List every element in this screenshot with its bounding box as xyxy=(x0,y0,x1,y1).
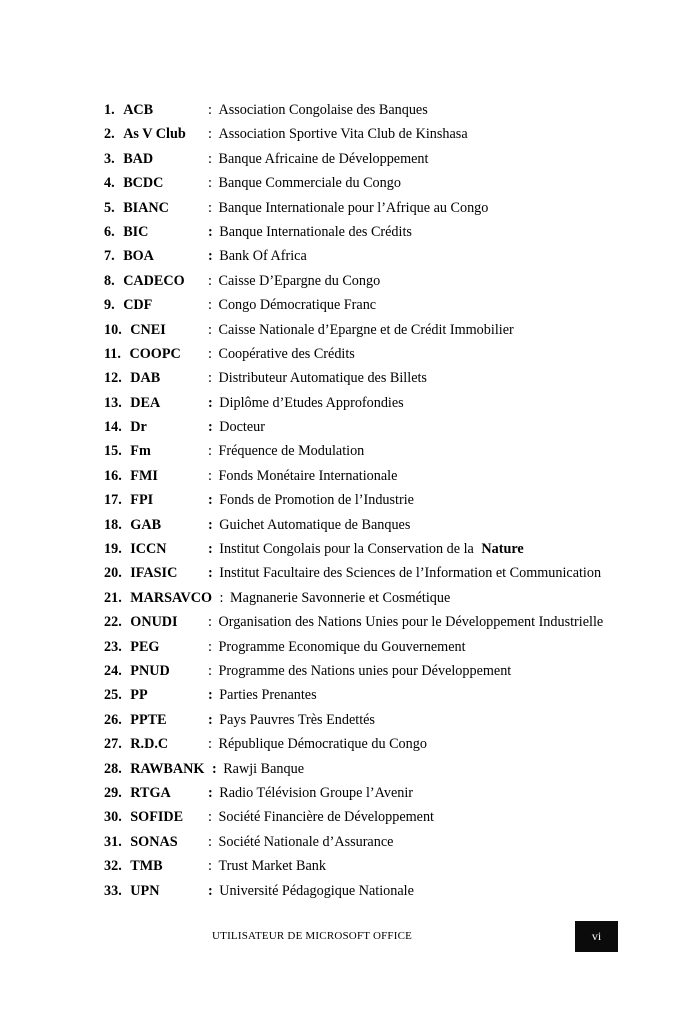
entry-definition: Fréquence de Modulation xyxy=(218,443,365,460)
entry-colon: : xyxy=(208,638,212,655)
entry-number: 2. xyxy=(104,126,115,143)
entry-number: 31. xyxy=(104,833,122,850)
abbreviation-entry xyxy=(104,342,624,366)
entry-number: 32. xyxy=(104,858,122,875)
page-number-badge: vi xyxy=(575,921,618,952)
entry-abbreviation: FMI xyxy=(130,467,158,484)
entry-colon: : xyxy=(208,419,213,436)
entry-definition-group xyxy=(208,854,326,878)
abbreviation-entry xyxy=(104,879,624,903)
entry-definition: Programme Economique du Gouvernement xyxy=(218,638,466,655)
entry-colon: : xyxy=(208,443,212,460)
entry-number: 23. xyxy=(104,638,122,655)
abbreviation-entry xyxy=(104,537,624,561)
entry-abbreviation: RAWBANK xyxy=(130,760,205,777)
entry-definition: Diplôme d’Etudes Approfondies xyxy=(219,394,404,411)
entry-number: 19. xyxy=(104,541,122,558)
entry-definition-group xyxy=(208,683,317,707)
entry-abbreviation: Fm xyxy=(130,443,151,460)
entry-definition-group xyxy=(208,561,601,585)
entry-colon: : xyxy=(208,102,212,118)
entry-colon: : xyxy=(208,858,212,875)
entry-abbreviation: ONUDI xyxy=(130,614,178,631)
entry-colon: : xyxy=(208,248,213,265)
entry-colon: : xyxy=(208,297,212,314)
entry-definition-group xyxy=(208,342,355,366)
entry-definition: Banque Internationale des Crédits xyxy=(219,223,412,240)
entry-definition-group xyxy=(208,244,307,268)
entry-definition: Guichet Automatique de Banques xyxy=(219,516,411,533)
entry-colon: : xyxy=(208,711,213,728)
entry-colon: : xyxy=(208,175,212,192)
abbreviation-entry xyxy=(104,366,624,390)
entry-definition-group xyxy=(208,781,413,805)
entry-number: 26. xyxy=(104,711,122,728)
entry-definition-group xyxy=(208,513,410,537)
entry-colon: : xyxy=(208,809,212,826)
entry-definition: Société Financière de Développement xyxy=(218,809,434,826)
entry-definition-group xyxy=(208,610,603,634)
entry-number: 16. xyxy=(104,467,122,484)
entry-colon: : xyxy=(208,370,212,387)
entry-definition: Banque Commerciale du Congo xyxy=(218,175,401,192)
entry-colon: : xyxy=(208,662,212,679)
entry-number: 5. xyxy=(104,199,115,216)
abbreviation-entry xyxy=(104,220,624,244)
entry-abbreviation: CDF xyxy=(123,297,153,314)
abbreviation-entry xyxy=(104,269,624,293)
entry-number: 18. xyxy=(104,516,122,533)
entry-definition: Banque Africaine de Développement xyxy=(218,150,429,167)
entry-definition-group xyxy=(208,122,468,146)
abbreviation-entry xyxy=(104,318,624,342)
entry-number: 17. xyxy=(104,492,122,509)
abbreviation-entry xyxy=(104,293,624,317)
entry-definition: Distributeur Automatique des Billets xyxy=(218,370,427,387)
entry-definition-group xyxy=(208,293,376,317)
entry-abbreviation: Dr xyxy=(130,419,147,436)
entry-abbreviation: CNEI xyxy=(130,321,166,338)
abbreviation-entry xyxy=(104,610,624,634)
entry-number: 20. xyxy=(104,565,122,582)
entry-definition-group xyxy=(208,366,427,390)
entry-number: 7. xyxy=(104,248,115,265)
abbreviation-entry xyxy=(104,830,624,854)
abbreviation-entry xyxy=(104,122,624,146)
entry-definition: Docteur xyxy=(219,419,265,436)
entry-abbreviation: UPN xyxy=(130,882,160,899)
entry-definition-group xyxy=(208,98,428,122)
abbreviation-entry xyxy=(104,513,624,537)
entry-definition: Bank Of Africa xyxy=(219,248,307,265)
entry-number: 1. xyxy=(104,102,115,118)
abbreviation-entry xyxy=(104,732,624,756)
abbreviation-entry xyxy=(104,683,624,707)
entry-colon: : xyxy=(208,614,212,631)
entry-abbreviation: BAD xyxy=(123,150,154,167)
entry-definition: Fonds de Promotion de l’Industrie xyxy=(219,492,414,509)
entry-abbreviation: PEG xyxy=(130,638,160,655)
entry-number: 12. xyxy=(104,370,122,387)
entry-abbreviation: MARSAVCO xyxy=(130,589,212,606)
entry-definition: Rawji Banque xyxy=(223,760,304,777)
entry-abbreviation: BOA xyxy=(123,248,154,265)
entry-definition: Trust Market Bank xyxy=(218,858,326,875)
abbreviation-entry xyxy=(104,439,624,463)
abbreviation-entry xyxy=(104,171,624,195)
entry-definition: Pays Pauvres Très Endettés xyxy=(219,711,375,728)
abbreviation-entry xyxy=(104,244,624,268)
entry-abbreviation: ACB xyxy=(123,102,154,118)
entry-number: 28. xyxy=(104,760,122,777)
entry-definition: Parties Prenantes xyxy=(219,687,317,704)
entry-number: 9. xyxy=(104,297,115,314)
abbreviation-entry xyxy=(104,586,624,610)
entry-definition-group xyxy=(208,415,265,439)
entry-definition: Organisation des Nations Unies pour le Développement Industrielle xyxy=(218,614,604,631)
entry-number: 14. xyxy=(104,419,122,436)
entry-number: 21. xyxy=(104,589,122,606)
entry-abbreviation: RTGA xyxy=(130,784,171,801)
entry-colon: : xyxy=(208,833,212,850)
entry-definition-group xyxy=(208,464,397,488)
entry-definition-group xyxy=(208,439,364,463)
entry-number: 3. xyxy=(104,150,115,167)
entry-number: 25. xyxy=(104,687,122,704)
abbreviation-entry xyxy=(104,196,624,220)
entry-definition: Caisse D’Epargne du Congo xyxy=(218,272,381,289)
entry-definition-emphasis: Nature xyxy=(481,541,524,558)
entry-abbreviation: IFASIC xyxy=(130,565,178,582)
entry-definition: Banque Internationale pour l’Afrique au Congo xyxy=(218,199,489,216)
entry-definition-group xyxy=(208,488,414,512)
entry-definition: Programme des Nations unies pour Développement xyxy=(218,662,512,679)
abbreviation-entry xyxy=(104,659,624,683)
entry-definition-group xyxy=(220,590,451,606)
entry-number: 8. xyxy=(104,272,115,289)
entry-abbreviation: PP xyxy=(130,687,148,704)
entry-definition-group xyxy=(208,635,466,659)
abbreviation-entry xyxy=(104,488,624,512)
entry-definition: Fonds Monétaire Internationale xyxy=(218,467,398,484)
abbreviation-entry xyxy=(104,708,624,732)
entry-definition-group xyxy=(208,171,401,195)
entry-definition-group xyxy=(208,659,511,683)
entry-colon: : xyxy=(208,687,213,704)
entry-number: 30. xyxy=(104,809,122,826)
entry-colon: : xyxy=(208,272,212,289)
entry-definition: Société Nationale d’Assurance xyxy=(218,833,394,850)
entry-definition: Institut Facultaire des Sciences de l’Information et Communication xyxy=(219,565,602,582)
entry-definition-group xyxy=(208,269,380,293)
entry-definition: Université Pédagogique Nationale xyxy=(219,882,414,899)
entry-definition-group xyxy=(208,805,434,829)
entry-abbreviation: DEA xyxy=(130,394,161,411)
entry-definition: Caisse Nationale d’Epargne et de Crédit Immobilier xyxy=(218,321,514,338)
entry-definition-group xyxy=(208,196,488,220)
entry-colon: : xyxy=(208,321,212,338)
entry-colon: : xyxy=(208,882,213,899)
entry-definition-group xyxy=(208,732,427,756)
entry-colon: : xyxy=(208,467,212,484)
abbreviation-entry xyxy=(104,854,624,878)
entry-colon: : xyxy=(219,589,224,606)
abbreviation-entry xyxy=(104,464,624,488)
entry-abbreviation: PPTE xyxy=(130,711,167,728)
entry-number: 22. xyxy=(104,614,122,631)
entry-abbreviation: BIANC xyxy=(123,199,169,216)
entry-definition: Radio Télévision Groupe l’Avenir xyxy=(219,784,414,801)
entry-definition-group xyxy=(208,708,375,732)
entry-definition: Coopérative des Crédits xyxy=(218,345,355,362)
abbreviation-list xyxy=(104,98,624,903)
entry-abbreviation: COOPC xyxy=(129,345,181,362)
entry-colon: : xyxy=(208,345,212,362)
abbreviation-entry xyxy=(104,415,624,439)
entry-number: 11. xyxy=(104,345,121,362)
footer-author: UTILISATEUR DE MICROSOFT OFFICE xyxy=(212,930,413,942)
abbreviation-entry xyxy=(104,635,624,659)
entry-definition: Congo Démocratique Franc xyxy=(218,297,377,314)
entry-number: 4. xyxy=(104,175,115,192)
entry-number: 6. xyxy=(104,223,115,240)
entry-abbreviation: R.D.C xyxy=(130,736,169,753)
abbreviation-entry xyxy=(104,805,624,829)
entry-number: 13. xyxy=(104,394,122,411)
entry-definition: Association Sportive Vita Club de Kinshasa xyxy=(218,126,468,143)
entry-definition-group xyxy=(208,147,428,171)
entry-number: 27. xyxy=(104,736,122,753)
abbreviation-entry xyxy=(104,561,624,585)
entry-abbreviation: CADECO xyxy=(123,272,185,289)
entry-colon: : xyxy=(208,541,213,558)
entry-abbreviation: GAB xyxy=(130,516,162,533)
entry-definition-group xyxy=(208,830,393,854)
entry-colon: : xyxy=(208,394,213,411)
entry-definition: Institut Congolais pour la Conservation de la xyxy=(219,541,474,558)
entry-colon: : xyxy=(208,736,212,753)
entry-abbreviation: FPI xyxy=(130,492,154,509)
entry-definition-group xyxy=(212,761,304,777)
entry-abbreviation: PNUD xyxy=(130,662,170,679)
abbreviation-entry xyxy=(104,781,624,805)
abbreviation-entry xyxy=(104,391,624,415)
entry-abbreviation: SOFIDE xyxy=(130,809,184,826)
entry-definition: Association Congolaise des Banques xyxy=(218,102,428,118)
entry-abbreviation: BCDC xyxy=(123,175,164,192)
entry-number: 33. xyxy=(104,882,122,899)
entry-definition: République Démocratique du Congo xyxy=(218,736,427,753)
entry-colon: : xyxy=(208,199,212,216)
entry-definition-group xyxy=(208,220,412,244)
entry-definition: Magnanerie Savonnerie et Cosmétique xyxy=(230,589,451,606)
entry-number: 15. xyxy=(104,443,122,460)
entry-colon: : xyxy=(208,784,213,801)
entry-abbreviation: SONAS xyxy=(130,833,178,850)
entry-abbreviation: As V Club xyxy=(123,126,186,143)
entry-definition-group xyxy=(208,879,414,903)
entry-abbreviation: DAB xyxy=(130,370,161,387)
entry-definition-group xyxy=(208,318,514,342)
abbreviation-entry xyxy=(104,98,624,122)
abbreviation-entry xyxy=(104,757,624,781)
entry-colon: : xyxy=(208,492,213,509)
entry-colon: : xyxy=(208,565,213,582)
entry-colon: : xyxy=(208,516,213,533)
entry-number: 29. xyxy=(104,784,122,801)
entry-definition-group xyxy=(208,537,524,561)
entry-abbreviation: ICCN xyxy=(130,541,167,558)
entry-colon: : xyxy=(211,760,217,777)
abbreviation-entry xyxy=(104,147,624,171)
entry-colon: : xyxy=(208,126,212,143)
entry-number: 10. xyxy=(104,321,122,338)
entry-definition-group xyxy=(208,391,404,415)
entry-abbreviation: TMB xyxy=(130,858,163,875)
entry-number: 24. xyxy=(104,662,122,679)
entry-colon: : xyxy=(208,223,213,240)
entry-abbreviation: BIC xyxy=(123,223,149,240)
entry-colon: : xyxy=(208,150,212,167)
